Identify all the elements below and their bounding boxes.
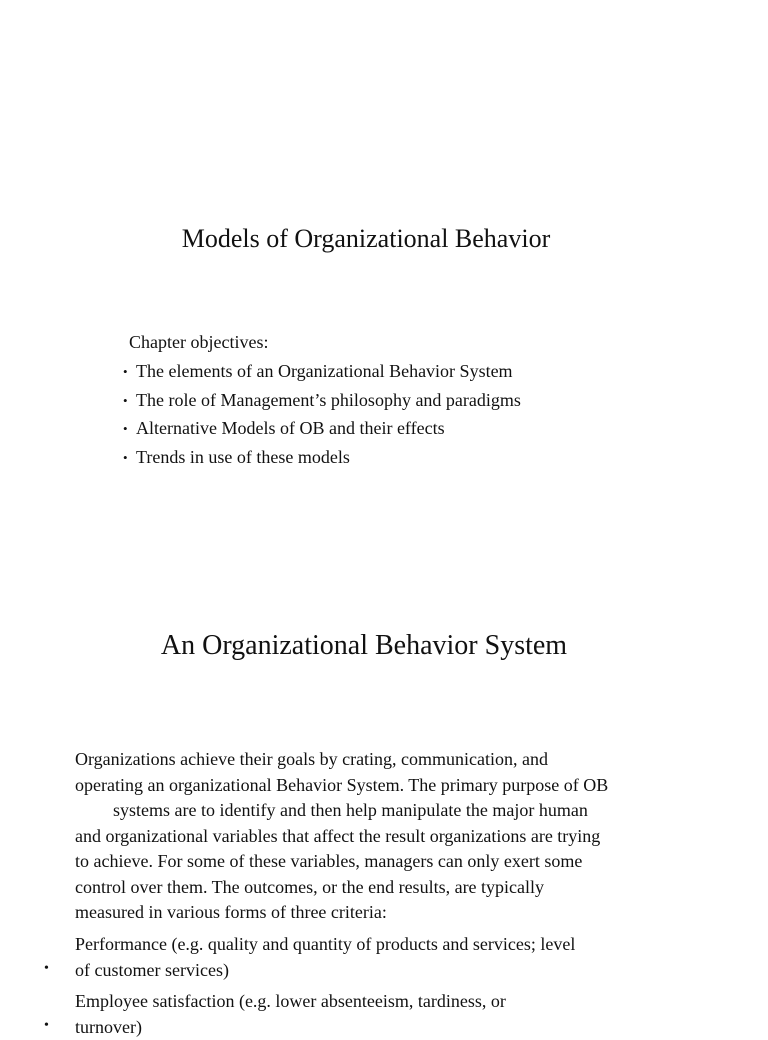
paragraph-line: systems are to identify and then help manipulate the major human bbox=[113, 800, 588, 820]
objective-item bbox=[123, 386, 521, 415]
slide1-title: Models of Organizational Behavior bbox=[181, 224, 551, 253]
bullet-icon: • bbox=[44, 1018, 49, 1033]
bullet-icon: • bbox=[44, 961, 49, 976]
objective-text: Trends in use of these models bbox=[136, 446, 350, 467]
paragraph-line: Organizations achieve their goals by crating, communication, and bbox=[75, 749, 549, 769]
criterion-performance-line2: of customer services) bbox=[75, 960, 229, 980]
criterion-performance-line1: Performance (e.g. quality and quantity of products and services; level bbox=[75, 934, 576, 954]
bullet-icon: • bbox=[123, 364, 128, 379]
bullet-icon: • bbox=[123, 421, 128, 436]
chapter-objectives-label: Chapter objectives: bbox=[129, 332, 269, 352]
objective-item bbox=[123, 357, 521, 386]
objectives-list bbox=[123, 357, 521, 471]
objective-text: Alternative Models of OB and their effects bbox=[136, 418, 445, 438]
objective-item bbox=[123, 414, 521, 443]
bullet-icon: • bbox=[123, 392, 128, 408]
objective-text: The elements of an Organizational Behavior System bbox=[136, 361, 513, 381]
paragraph-line: measured in various forms of three criteria: bbox=[75, 902, 387, 922]
objective-item bbox=[123, 443, 521, 472]
paragraph-line: control over them. The outcomes, or the end results, are typically bbox=[75, 876, 545, 897]
ob-system-paragraph bbox=[75, 747, 745, 926]
criterion-satisfaction-line2: turnover) bbox=[75, 1017, 142, 1037]
paragraph-line: to achieve. For some of these variables, managers can only exert some bbox=[75, 851, 583, 871]
paragraph-line: operating an organizational Behavior System. The primary purpose of OB bbox=[75, 774, 609, 795]
paragraph-line: and organizational variables that affect the result organizations are trying bbox=[75, 825, 601, 846]
bullet-icon: • bbox=[123, 449, 128, 465]
criterion-satisfaction-line1: Employee satisfaction (e.g. lower absenteeism, tardiness, or bbox=[75, 991, 506, 1011]
objective-text: The role of Management’s philosophy and paradigms bbox=[136, 389, 521, 410]
slide2-title: An Organizational Behavior System bbox=[160, 630, 568, 661]
